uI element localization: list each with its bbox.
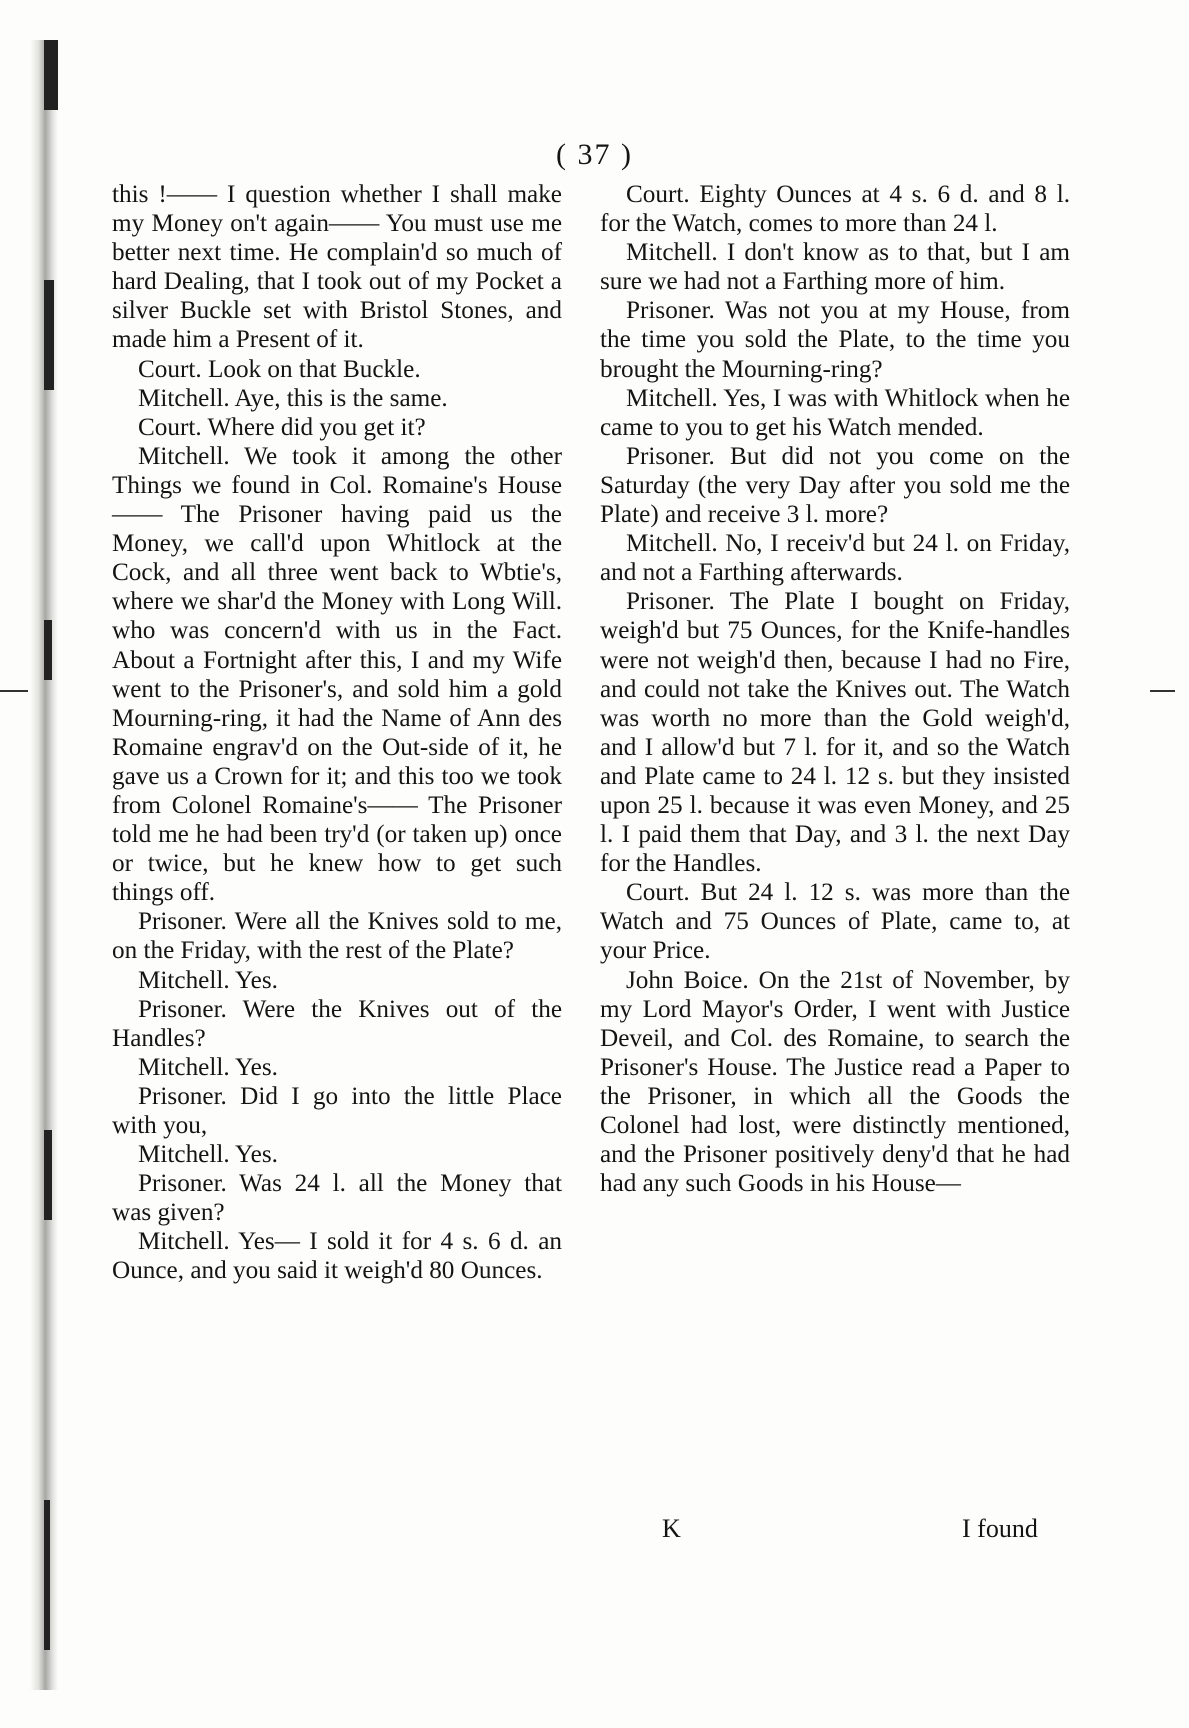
paragraph: Court. Where did you get it? bbox=[138, 413, 426, 441]
gutter-ink-mark bbox=[44, 40, 58, 110]
catchword: I found bbox=[962, 1514, 1038, 1543]
left-column bbox=[112, 180, 562, 1286]
margin-tick bbox=[1150, 690, 1175, 692]
paragraph: Mitchell. Yes. bbox=[138, 1141, 278, 1169]
paragraph: Court. But 24 l. 12 s. was more than the Watch and 75 Ounces of Plate, came to, at your Price. bbox=[600, 879, 1070, 965]
paragraph: Mitchell. Yes, I was with Whitlock when he came to you to get his Watch mended. bbox=[600, 384, 1070, 441]
paragraph: Mitchell. Yes— I sold it for 4 s. 6 d. an Ounce, and you said it weigh'd 80 Ounces. bbox=[112, 1228, 562, 1285]
paragraph: Prisoner. Did I go into the little Place with you, bbox=[112, 1082, 562, 1139]
paragraph: Prisoner. Were the Knives out of the Handles? bbox=[112, 995, 562, 1052]
paragraph: Prisoner. But did not you come on the Saturday (the very Day after you sold me the Plate) and receive 3 l. more? bbox=[600, 442, 1070, 529]
paragraph: Mitchell. Yes. bbox=[138, 966, 278, 994]
gutter-ink-mark bbox=[44, 1130, 52, 1220]
paragraph: Mitchell. Aye, this is the same. bbox=[138, 384, 448, 412]
page-number: ( 37 ) bbox=[556, 138, 633, 171]
paragraph: Court. Look on that Buckle. bbox=[138, 355, 421, 383]
paragraph: Mitchell. No, I receiv'd but 24 l. on Friday, and not a Farthing afterwards. bbox=[600, 530, 1070, 587]
signature-mark: K bbox=[662, 1514, 681, 1543]
paragraph: Mitchell. Yes. bbox=[138, 1053, 278, 1081]
paragraph: Mitchell. I don't know as to that, but I am sure we had not a Farthing more of him. bbox=[600, 239, 1070, 296]
gutter-ink-mark bbox=[44, 280, 54, 390]
paragraph: this !—— I question whether I shall make my Money on't again—— You must use me better next time. He complain'd so much of hard Dealing, that I took out of my Pocket a silver Buckle set with Bristol Stones, and made him a Present of it. bbox=[112, 181, 562, 354]
paragraph: Prisoner. Were all the Knives sold to me, on the Friday, with the rest of the Plate? bbox=[112, 908, 562, 965]
paragraph: Mitchell. We took it among the other Things we found in Col. Romaine's House—— The Prisoner having paid us the Money, we call'd upon Whitlock at the Cock, and all three went back to Wbtie's, where we shar'd the Money with Long Will. who was concern'd with us in the Fact. About a Fortnight after this, I and my Wife went to the Prisoner's, and sold him a gold Mourning-ring, it had the Name of Ann des Romaine engrav'd on the Out-side of it, he gave us a Crown for it; and this too we took from Colonel Romaine's—— The Prisoner told me he had been try'd (or taken up) once or twice, but he knew how to get such things off. bbox=[112, 442, 562, 907]
paragraph: Prisoner. Was not you at my House, from the time you sold the Plate, to the time you brought the Mourning-ring? bbox=[600, 297, 1070, 383]
gutter-ink-mark bbox=[44, 620, 52, 680]
right-column bbox=[600, 180, 1070, 1198]
margin-tick bbox=[0, 690, 28, 692]
gutter-ink-mark bbox=[44, 1500, 50, 1650]
paragraph: Court. Eighty Ounces at 4 s. 6 d. and 8 l. for the Watch, comes to more than 24 l. bbox=[600, 181, 1070, 238]
paragraph: John Boice. On the 21st of November, by my Lord Mayor's Order, I went with Justice Deveil, and Col. des Romaine, to search the Prisoner's House. The Justice read a Paper to the Prisoner, in which all the Goods the Colonel had lost, were distinctly mentioned, and the Prisoner positively deny'd that he had had any such Goods in his House— bbox=[600, 966, 1070, 1198]
paragraph: Prisoner. Was 24 l. all the Money that was given? bbox=[112, 1170, 562, 1227]
paragraph: Prisoner. The Plate I bought on Friday, weigh'd but 75 Ounces, for the Knife-handles were not weigh'd then, because I had no Fire, and could not take the Knives out. The Watch was worth no more than the Gold weigh'd, and I allow'd but 7 l. for it, and so the Watch and Plate came to 24 l. 12 s. but they insisted upon 25 l. because it was even Money, and 25 l. I paid them that Day, and 3 l. the next Day for the Handles. bbox=[600, 588, 1070, 878]
